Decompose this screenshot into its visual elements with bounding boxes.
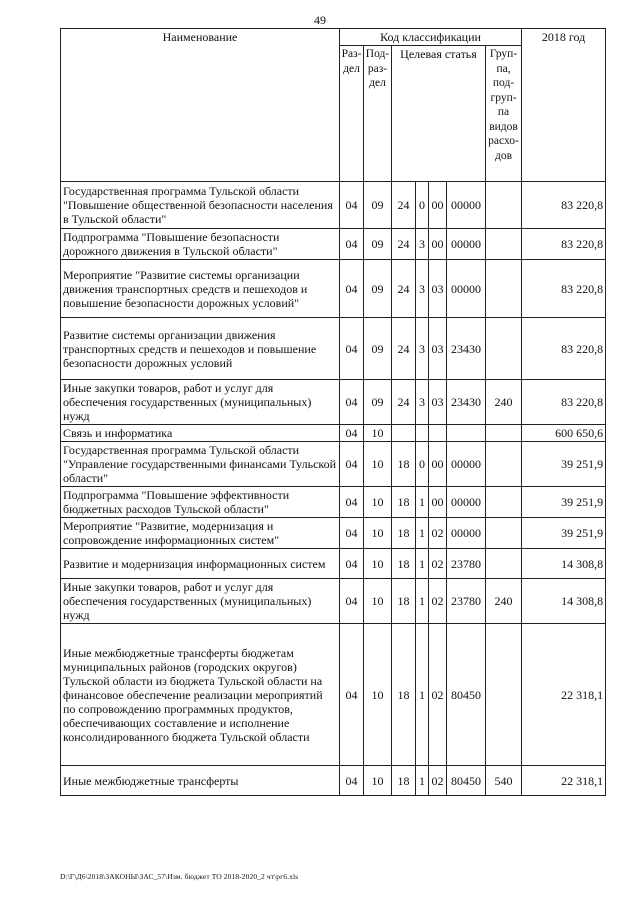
- cell-rz: 04: [340, 487, 364, 518]
- cell-cs3: 02: [429, 624, 447, 766]
- budget-table: [60, 28, 606, 796]
- cell-cs4: 00000: [447, 260, 486, 318]
- cell-name: Иные закупки товаров, работ и услуг для обеспечения государственных (муниципальных) нужд: [61, 380, 340, 425]
- cell-pr: 09: [364, 229, 392, 260]
- cell-pr: 10: [364, 624, 392, 766]
- cell-amount: 83 220,8: [522, 260, 606, 318]
- cell-cs1: [392, 425, 416, 442]
- cell-cs2: 1: [416, 579, 429, 624]
- cell-name: Подпрограмма "Повышение эффективности бюджетных расходов Тульской области": [61, 487, 340, 518]
- cell-vr: [486, 318, 522, 380]
- cell-vr: 540: [486, 766, 522, 796]
- table-row: [61, 318, 606, 380]
- header-subsection: Под- раз- дел: [364, 46, 392, 182]
- cell-cs4: 00000: [447, 229, 486, 260]
- cell-rz: 04: [340, 442, 364, 487]
- table-row: [61, 260, 606, 318]
- table-row: [61, 624, 606, 766]
- cell-rz: 04: [340, 766, 364, 796]
- cell-cs2: 3: [416, 260, 429, 318]
- cell-name: Связь и информатика: [61, 425, 340, 442]
- cell-cs4: 00000: [447, 182, 486, 229]
- cell-amount: 39 251,9: [522, 487, 606, 518]
- cell-amount: 83 220,8: [522, 182, 606, 229]
- cell-cs1: 24: [392, 318, 416, 380]
- cell-vr: [486, 229, 522, 260]
- cell-pr: 10: [364, 518, 392, 549]
- table-row: [61, 380, 606, 425]
- header-section: Раз- дел: [340, 46, 364, 182]
- cell-cs1: 18: [392, 579, 416, 624]
- cell-cs2: 1: [416, 766, 429, 796]
- cell-name: Государственная программа Тульской области "Повышение общественной безопасности населения в Тульской области": [61, 182, 340, 229]
- cell-rz: 04: [340, 518, 364, 549]
- cell-vr: [486, 487, 522, 518]
- footer-file-path: D:\Г\Д6\2018\ЗАКОНЫ\ЗАС_57\Изм. бюджет ТО 2018-2020_2 чт\рг6.xls: [60, 872, 299, 881]
- cell-cs3: [429, 425, 447, 442]
- cell-rz: 04: [340, 380, 364, 425]
- cell-rz: 04: [340, 229, 364, 260]
- cell-cs3: 00: [429, 182, 447, 229]
- cell-name: Подпрограмма "Повышение безопасности дорожного движения в Тульской области": [61, 229, 340, 260]
- cell-cs4: 00000: [447, 442, 486, 487]
- cell-vr: [486, 425, 522, 442]
- cell-cs4: 23780: [447, 579, 486, 624]
- cell-vr: 240: [486, 380, 522, 425]
- header-row-top: [61, 29, 606, 46]
- cell-cs4: 00000: [447, 487, 486, 518]
- cell-cs1: 24: [392, 380, 416, 425]
- cell-rz: 04: [340, 579, 364, 624]
- cell-pr: 09: [364, 380, 392, 425]
- table-row: [61, 442, 606, 487]
- cell-cs2: 3: [416, 318, 429, 380]
- cell-cs1: 18: [392, 766, 416, 796]
- cell-cs3: 03: [429, 260, 447, 318]
- cell-cs1: 24: [392, 182, 416, 229]
- cell-vr: [486, 182, 522, 229]
- cell-rz: 04: [340, 182, 364, 229]
- cell-cs3: 02: [429, 549, 447, 579]
- cell-cs2: 1: [416, 487, 429, 518]
- cell-vr: 240: [486, 579, 522, 624]
- cell-vr: [486, 549, 522, 579]
- cell-amount: 83 220,8: [522, 229, 606, 260]
- cell-cs1: 18: [392, 549, 416, 579]
- header-year: 2018 год: [522, 29, 606, 182]
- table-row: [61, 579, 606, 624]
- cell-cs4: 23780: [447, 549, 486, 579]
- cell-vr: [486, 624, 522, 766]
- cell-rz: 04: [340, 549, 364, 579]
- cell-cs4: 23430: [447, 318, 486, 380]
- cell-name: Мероприятие "Развитие, модернизация и сопровождение информационных систем": [61, 518, 340, 549]
- cell-cs2: 3: [416, 229, 429, 260]
- table-row: [61, 766, 606, 796]
- cell-amount: 600 650,6: [522, 425, 606, 442]
- cell-cs4: 23430: [447, 380, 486, 425]
- cell-amount: 22 318,1: [522, 624, 606, 766]
- cell-cs2: 0: [416, 182, 429, 229]
- cell-pr: 10: [364, 442, 392, 487]
- cell-amount: 39 251,9: [522, 518, 606, 549]
- cell-cs1: 18: [392, 487, 416, 518]
- table-row: [61, 229, 606, 260]
- table-row: [61, 425, 606, 442]
- table-row: [61, 549, 606, 579]
- cell-pr: 10: [364, 579, 392, 624]
- cell-cs1: 18: [392, 442, 416, 487]
- cell-cs2: 1: [416, 624, 429, 766]
- cell-name: Развитие и модернизация информационных систем: [61, 549, 340, 579]
- cell-cs1: 18: [392, 624, 416, 766]
- cell-cs3: 02: [429, 518, 447, 549]
- table-row: [61, 182, 606, 229]
- cell-pr: 10: [364, 766, 392, 796]
- header-expense-group: Груп- па, под- груп- па видов расхо- дов: [486, 46, 522, 182]
- table-row: [61, 518, 606, 549]
- cell-cs1: 18: [392, 518, 416, 549]
- cell-name: Развитие системы организации движения транспортных средств и пешеходов и повышение безопасности дорожных условий: [61, 318, 340, 380]
- cell-rz: 04: [340, 425, 364, 442]
- cell-pr: 10: [364, 487, 392, 518]
- cell-cs2: [416, 425, 429, 442]
- cell-cs4: 80450: [447, 624, 486, 766]
- cell-pr: 09: [364, 182, 392, 229]
- cell-pr: 09: [364, 318, 392, 380]
- cell-cs2: 3: [416, 380, 429, 425]
- cell-vr: [486, 518, 522, 549]
- table-row: [61, 487, 606, 518]
- cell-cs3: 00: [429, 487, 447, 518]
- cell-cs2: 1: [416, 549, 429, 579]
- cell-name: Иные закупки товаров, работ и услуг для обеспечения государственных (муниципальных) нужд: [61, 579, 340, 624]
- page-number: 49: [314, 13, 326, 27]
- cell-cs3: 03: [429, 380, 447, 425]
- cell-amount: 83 220,8: [522, 380, 606, 425]
- cell-amount: 14 308,8: [522, 549, 606, 579]
- cell-pr: 10: [364, 549, 392, 579]
- cell-cs3: 03: [429, 318, 447, 380]
- cell-cs1: 24: [392, 260, 416, 318]
- cell-amount: 83 220,8: [522, 318, 606, 380]
- cell-cs3: 02: [429, 766, 447, 796]
- cell-cs3: 00: [429, 229, 447, 260]
- cell-cs2: 0: [416, 442, 429, 487]
- cell-amount: 22 318,1: [522, 766, 606, 796]
- cell-vr: [486, 442, 522, 487]
- cell-pr: 10: [364, 425, 392, 442]
- cell-amount: 14 308,8: [522, 579, 606, 624]
- cell-cs1: 24: [392, 229, 416, 260]
- cell-rz: 04: [340, 318, 364, 380]
- cell-cs4: [447, 425, 486, 442]
- cell-name: Иные межбюджетные трансферты бюджетам муниципальных районов (городских округов) Тульской области из бюджета Тульской области на финансовое обеспечение реализации мероприятий по сопровождению программных продуктов, обеспечивающих составление и исполнение консолидированного бюджета Тульской области: [61, 624, 340, 766]
- cell-cs3: 00: [429, 442, 447, 487]
- header-target-item: Целевая статья: [392, 46, 486, 182]
- header-code-classification: Код классификации: [340, 29, 522, 46]
- cell-cs4: 80450: [447, 766, 486, 796]
- cell-cs4: 00000: [447, 518, 486, 549]
- cell-name: Мероприятие "Развитие системы организации движения транспортных средств и пешеходов и повышение безопасности дорожных условий": [61, 260, 340, 318]
- cell-pr: 09: [364, 260, 392, 318]
- cell-amount: 39 251,9: [522, 442, 606, 487]
- cell-rz: 04: [340, 260, 364, 318]
- cell-cs3: 02: [429, 579, 447, 624]
- cell-rz: 04: [340, 624, 364, 766]
- cell-cs2: 1: [416, 518, 429, 549]
- cell-vr: [486, 260, 522, 318]
- cell-name: Государственная программа Тульской области "Управление государственными финансами Тульской области": [61, 442, 340, 487]
- cell-name: Иные межбюджетные трансферты: [61, 766, 340, 796]
- header-name: Наименование: [61, 29, 340, 182]
